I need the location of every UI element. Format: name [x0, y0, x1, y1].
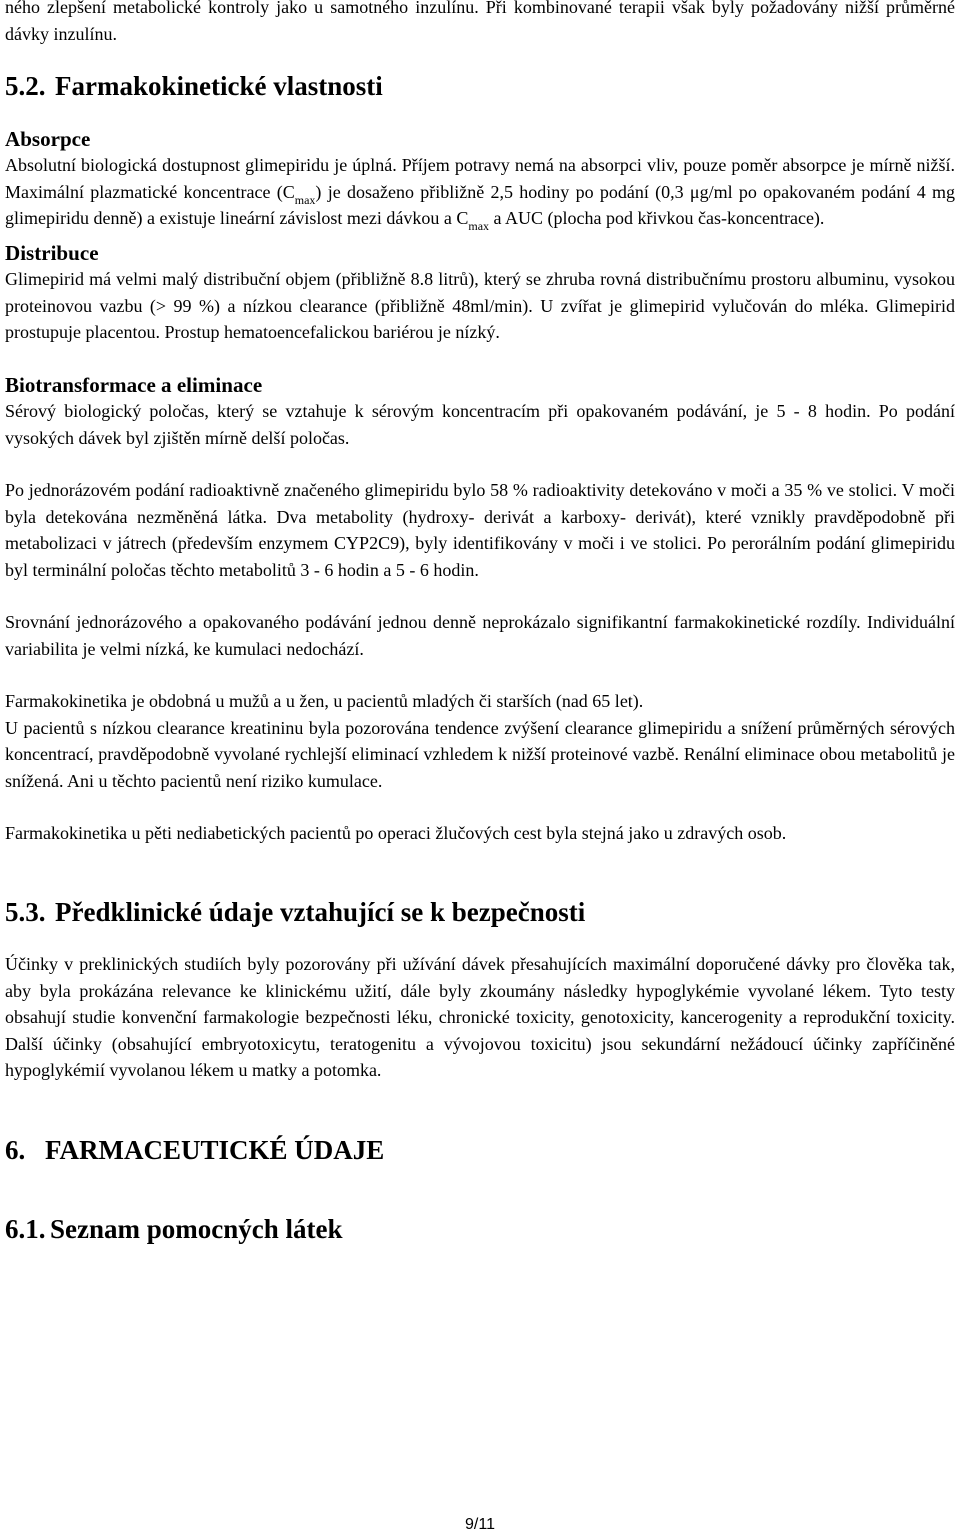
section-title: Předklinické údaje vztahující se k bezpečnosti: [55, 896, 586, 927]
spacer: [5, 1084, 955, 1137]
biotransformace-paragraph-1: Sérový biologický poločas, který se vztahuje k sérovým koncentracím při opakovaném podávání, je 5 - 8 hodin. Po podání vysokých dávek byl zjištěn mírně delší poločas.: [5, 401, 955, 448]
section-title: FARMACEUTICKÉ ÚDAJE: [45, 1134, 385, 1165]
biotransformace-paragraph-5: Farmakokinetika u pěti nediabetických pacientů po operaci žlučových cest byla stejná jako u zdravých osob.: [5, 823, 787, 843]
cmax-subscript: max: [294, 192, 316, 207]
section-number: 6.1.: [5, 1214, 46, 1244]
spacer: [5, 47, 955, 73]
absorpce-text-2: ) je dosaženo přibližně 2,5 hodiny po podání (0,3 μg/ml po opakovaném podání 4 mg glimepiridu denně) a existuje lineární závislost mezi dávkou a C: [5, 181, 955, 228]
section-5-3-heading: [5, 896, 955, 927]
absorpce-text-1: Absolutní biologická dostupnost glimepiridu je úplná. Příjem potravy nemá na absorpci vliv, pouze poměr absorpce je mírně nižší. Maximální plazmatické koncentrace (C: [5, 155, 955, 202]
spacer: [5, 100, 955, 126]
spacer: [5, 451, 955, 477]
intro-paragraph: ného zlepšení metabolické kontroly jako u samotného inzulínu. Při kombinované terapii však byly požadovány nižší průměrné dávky inzulínu.: [5, 0, 955, 44]
distribuce-paragraph: Glimepirid má velmi malý distribuční objem (přibližně 8.8 litrů), který se zhruba rovná distribučnímu prostoru albuminu, vysokou proteinovou vazbu (> 99 %) a nízkou clearance (přibližně 48ml/min). U zvířat je glimepirid vylučován do mléka. Glimepirid prostupuje placentou. Prostup hematoencefalickou bariérou je nízký.: [5, 269, 955, 342]
spacer: [5, 1163, 955, 1216]
section-title: Farmakokinetické vlastnosti: [55, 71, 383, 101]
spacer: [5, 925, 955, 951]
cmax-subscript: max: [468, 219, 490, 233]
absorpce-heading: Absorpce: [5, 126, 91, 151]
section-6-heading: [5, 1134, 955, 1165]
page-number: 9/11: [465, 1516, 495, 1533]
biotransformace-paragraph-4b: U pacientů s nízkou clearance kreatininu byla pozorována tendence zvýšení clearance glimepiridu a snížení průměrných sérových koncentrací, pravděpodobně vyvolané rychlejší eliminací vzhledem k nižší proteinové vazbě. Renální eliminace obou metabolitů je snížená. Ani u těchto pacientů není riziko kumulace.: [5, 717, 955, 791]
distribuce-heading: Distribuce: [5, 240, 99, 265]
section-5-2-heading: [5, 73, 955, 100]
document-page: [5, 0, 955, 1243]
section-number: 5.3.: [5, 896, 46, 927]
biotransformace-paragraph-2: Po jednorázovém podání radioaktivně značeného glimepiridu bylo 58 % radioaktivity detekováno v moči a 35 % ve stolici. V moči byla detekována nezměněná látka. Dva metabolity (hydroxy- derivát a karboxy- derivát), které vznikly pravděpodobně při metabolizaci v játrech (především enzymem CYP2C9), byly identifikovány v moči i ve stolici. Po perorálním podání glimepiridu byl terminální poločas těchto metabolitů 3 - 6 hodin a 5 - 6 hodin.: [5, 480, 955, 580]
absorpce-paragraph: [5, 152, 955, 232]
absorpce-text-3: a AUC (plocha pod křivkou čas-koncentrace).: [489, 208, 825, 228]
section-number: 5.2.: [5, 71, 46, 101]
spacer: [5, 662, 955, 688]
spacer: [5, 346, 955, 372]
spacer: [5, 583, 955, 609]
biotransformace-paragraph-4a: Farmakokinetika je obdobná u mužů a u žen, u pacientů mladých či starších (nad 65 let).: [5, 691, 644, 711]
section-title: Seznam pomocných látek: [50, 1214, 343, 1244]
section-6-1-heading: [5, 1216, 955, 1243]
spacer: [5, 794, 955, 820]
spacer: [5, 847, 955, 899]
biotransformace-heading: Biotransformace a eliminace: [5, 372, 263, 397]
biotransformace-paragraph-3: Srovnání jednorázového a opakovaného podávání jednou denně neprokázalo signifikantní farmakokinetické rozdíly. Individuální variabilita je velmi nízká, ke kumulaci nedochází.: [5, 612, 955, 659]
section-5-3-paragraph: Účinky v preklinických studiích byly pozorovány při užívání dávek přesahujících maximální doporučené dávky pro člověka tak, aby byla prokázána relevance ke klinickému užití, dále byly zkoumány následky hypoglykémie vyvolané lékem. Tyto testy obsahují studie konvenční farmakologie bezpečnosti léku, chronické toxicity, genotoxicity, kancerogenity a reprodukční toxicity. Další účinky (obsahující embryotoxicytu, teratogenitu a vývojovou toxicitu) jsou sekundární nežádoucí účinky zapříčiněné hypoglykémií vyvolanou lékem u matky a potomka.: [5, 954, 955, 1080]
section-number: 6.: [5, 1134, 26, 1165]
